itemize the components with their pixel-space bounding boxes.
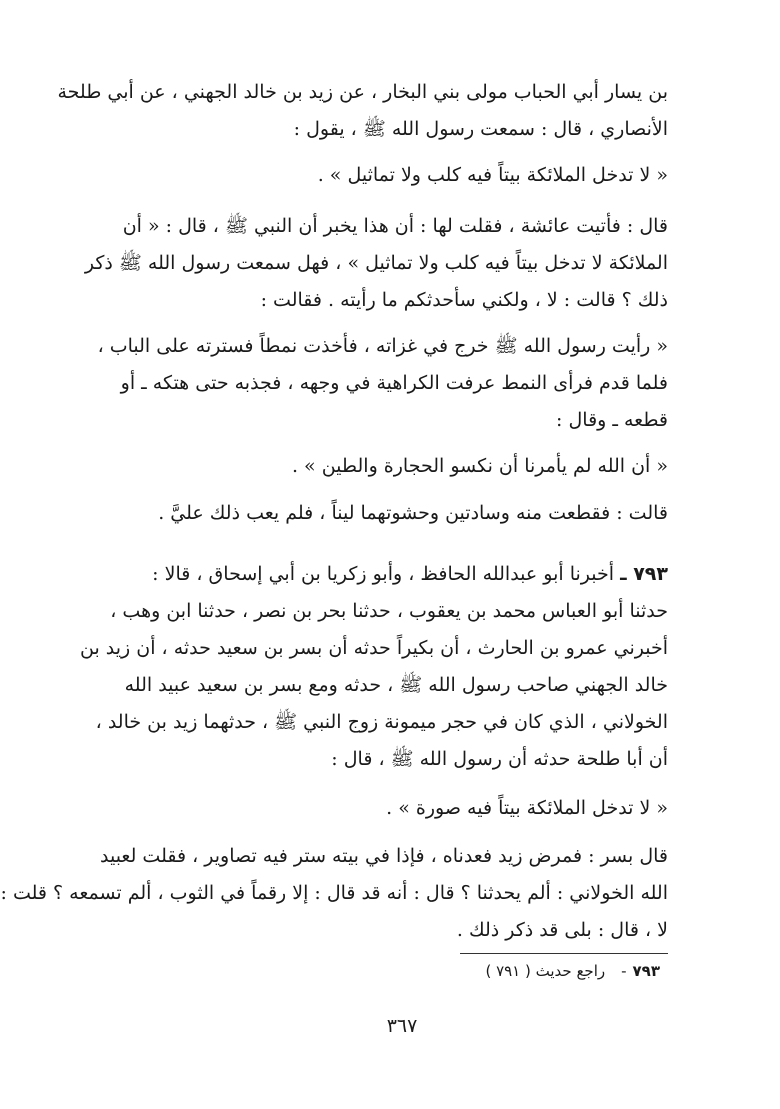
footnote-text: راجع حديث ( ٧٩١ ) bbox=[485, 962, 606, 980]
hadith-quote-2 bbox=[97, 328, 668, 439]
quote-line: قطعه ـ وقال : bbox=[556, 409, 668, 431]
hadith-quote-3 bbox=[134, 448, 668, 485]
text-line: حدثنا أبو العباس محمد بن يعقوب ، حدثنا بحر بن نصر ، حدثنا ابن وهب ، bbox=[110, 600, 668, 622]
page-number: ٣٦٧ bbox=[386, 1015, 418, 1037]
text-line bbox=[134, 556, 668, 593]
footnote bbox=[485, 962, 660, 980]
quote-line: « لا تدخل الملائكة بيتاً فيه صورة » . bbox=[386, 797, 668, 819]
text-line: الملائكة لا تدخل بيتاً فيه كلب ولا تماثيل » ، فهل سمعت رسول الله ﷺ ذكر bbox=[84, 252, 668, 274]
quote-line: « أن الله لم يأمرنا أن نكسو الحجارة والطين » . bbox=[291, 455, 668, 477]
text-line: أن أبا طلحة حدثه أن رسول الله ﷺ ، قال : bbox=[331, 748, 668, 770]
text-line: لا ، قال : بلى قد ذكر ذلك . bbox=[456, 919, 668, 941]
hadith-quote-1 bbox=[134, 157, 668, 194]
text-line: قال بسر : فمرض زيد فعدناه ، فإذا في بيته ستر فيه تصاوير ، فقلت لعبيد bbox=[99, 845, 668, 867]
quote-line: « رأيت رسول الله ﷺ خرج في غزاته ، فأخذت نمطاً فسترته على الباب ، bbox=[97, 335, 668, 357]
paragraph-3 bbox=[134, 495, 668, 532]
hadith-number: ٧٩٣ ـ bbox=[620, 563, 668, 585]
quote-line: فلما قدم فرأى النمط عرفت الكراهية في وجهه ، فجذبه حتى هتكه ـ أو bbox=[120, 372, 668, 394]
footnote-dash: - bbox=[621, 962, 627, 980]
paragraph-1 bbox=[57, 74, 668, 148]
hadith-793-paragraph bbox=[80, 556, 668, 778]
text-line: قالت : فقطعت منه وسادتين وحشوتهما ليناً ، فلم يعب ذلك عليَّ . bbox=[158, 502, 668, 524]
text-line: ذلك ؟ قالت : لا ، ولكني سأحدثكم ما رأيته . فقالت : bbox=[260, 289, 668, 311]
text-line: الخولاني ، الذي كان في حجر ميمونة زوج النبي ﷺ ، حدثهما زيد بن خالد ، bbox=[95, 711, 668, 733]
text-line: قال : فأتيت عائشة ، فقلت لها : أن هذا يخبر أن النبي ﷺ ، قال : « أن bbox=[122, 215, 668, 237]
footnote-number: ٧٩٣ bbox=[632, 962, 660, 980]
text-line: الله الخولاني : ألم يحدثنا ؟ قال : أنه قد قال : إلا رقماً في الثوب ، ألم تسمعه ؟ قلت : bbox=[0, 882, 668, 904]
hadith-quote-4 bbox=[134, 790, 668, 827]
text-line: أخبرني عمرو بن الحارث ، أن بكيراً حدثه أن بسر بن سعيد حدثه ، أن زيد بن bbox=[80, 637, 668, 659]
hadith-first-line: أخبرنا أبو عبدالله الحافظ ، وأبو زكريا بن أبي إسحاق ، قالا : bbox=[152, 563, 615, 585]
paragraph-2 bbox=[84, 208, 668, 319]
text-line: بن يسار أبي الحباب مولى بني البخار ، عن زيد بن خالد الجهني ، عن أبي طلحة bbox=[57, 81, 668, 103]
text-line: خالد الجهني صاحب رسول الله ﷺ ، حدثه ومع بسر بن سعيد عبيد الله bbox=[124, 674, 668, 696]
text-line: الأنصاري ، قال : سمعت رسول الله ﷺ ، يقول : bbox=[293, 118, 668, 140]
quote-line: « لا تدخل الملائكة بيتاً فيه كلب ولا تماثيل » . bbox=[317, 164, 668, 186]
footnote-divider bbox=[460, 953, 668, 954]
paragraph-5 bbox=[0, 838, 668, 949]
